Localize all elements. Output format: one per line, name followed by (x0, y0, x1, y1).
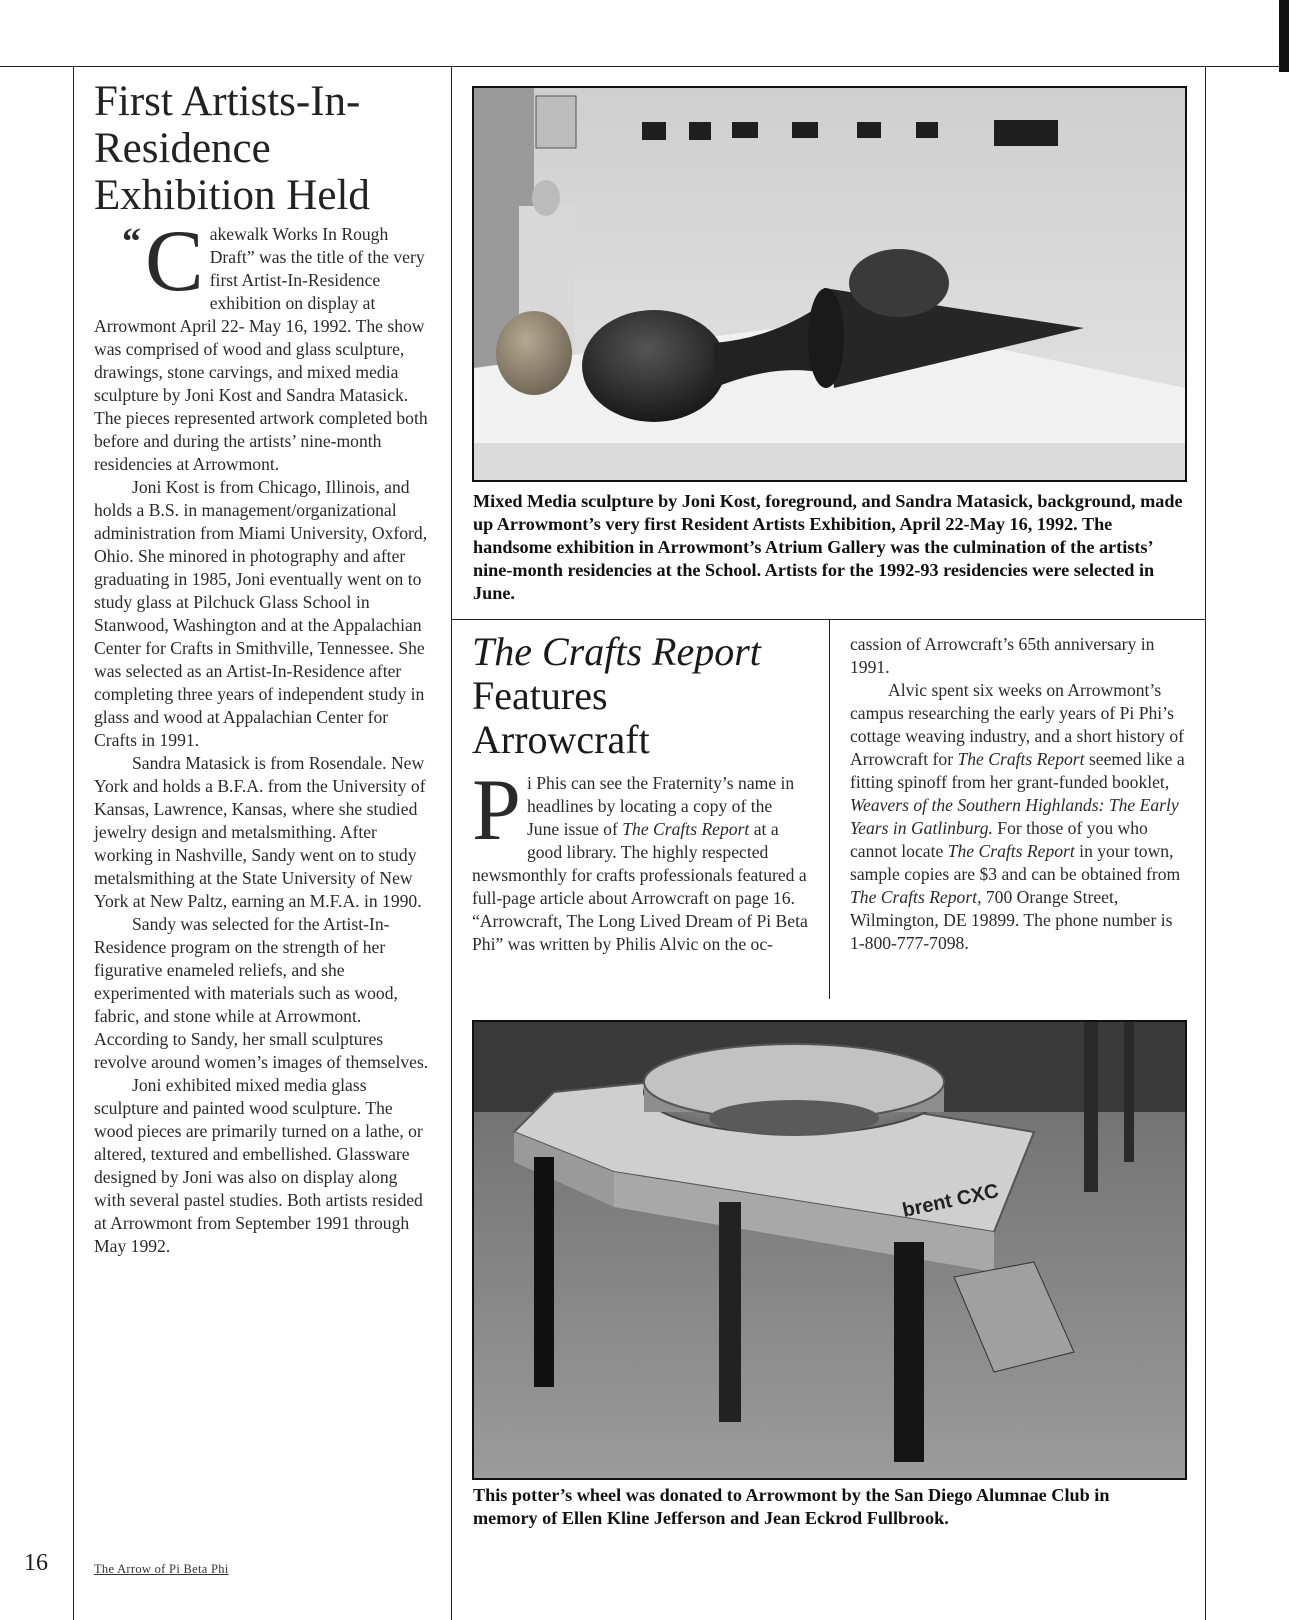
drop-cap-letter: C (145, 213, 204, 310)
paragraph-1 (94, 213, 430, 476)
crafts-text-c: Alvic spent six weeks on Arrowmont’s campus researching the early years of Pi Phi’s cottage weaving industry, and a short history of Arrowcraft for (850, 680, 1185, 769)
crafts-report-title: The Crafts Report (472, 629, 761, 674)
page-number: 16 (24, 1550, 48, 1576)
crafts-text-g: 700 Orange Street, Wilmington, DE 19899. The phone number is 1-800-777-7098. (850, 887, 1173, 953)
crafts-report-column-1 (472, 762, 808, 956)
crafts-report-top-rule (451, 619, 1205, 620)
crafts-text-d: seemed like a fitting spinoff from her grant-funded booklet, (850, 749, 1185, 792)
crafts-drop-cap: P (472, 762, 521, 859)
right-margin-rule (1205, 66, 1206, 1620)
crafts-report-name-1: The Crafts Report (622, 819, 750, 839)
crafts-report-name-2: The Crafts Report (957, 749, 1085, 769)
potters-wheel-image (474, 1022, 1185, 1478)
paragraph-2: Joni Kost is from Chicago, Illinois, and holds a B.S. in management/organizational administration from Miami University, Oxford, Ohio. She minored in photography and after graduating in 1985, Joni eventually went on to study glass at Pilchuck Glass School in Stanwood, Washington and at the Appalachian Center for Crafts in Smithville, Tennessee. She was selected as an Artist-In-Residence after completing three years of independent study in glass and wood at Appalachian Center for Crafts in 1991. (94, 477, 428, 750)
artists-in-residence-article (94, 78, 430, 1258)
headline-line-3: Exhibition Held (94, 172, 370, 219)
article-headline (94, 78, 430, 219)
publication-name: The Arrow of Pi Beta Phi (94, 1562, 229, 1576)
crafts-text-b: at a good library. The highly respected newsmonthly for crafts professionals featured a full-page article about Arrowcraft on page 16. “Arrowcraft, The Long Lived Dream of Pi Beta Phi” was written by Philis Alvic on the oc- (472, 819, 808, 954)
crafts-paragraph-2: cassion of Arrowcraft’s 65th anniversary in 1991. (850, 634, 1155, 677)
paragraph-5: Joni exhibited mixed media glass sculpture and painted wood sculpture. The wood pieces are primarily turned on a lathe, or altered, textured and embellished. Glassware designed by Joni was also on display along with several pastel studies. Both artists resided at Arrowmont from September 1991 through May 1992. (94, 1075, 423, 1256)
headline-line-2: Residence (94, 125, 271, 172)
booklet-title: Weavers of the Southern Highlands: The Early Years in Gatlinburg. (850, 795, 1179, 838)
paragraph-1-text: akewalk Works In Rough Draft” was the title of the very first Artist-In-Residence exhibition on display at Arrowmont April 22- May 16, 1992. The show was comprised of wood and glass sculpture, drawings, stone carvings, and mixed media sculpture by Joni Kost and Sandra Matasick. The pieces represented artwork completed both before and during the artists’ nine-month residencies at Arrowmont. (94, 224, 428, 474)
page-edge-bar (1279, 0, 1289, 72)
crafts-title-line-2: Features (472, 673, 608, 718)
headline-line-1: First Artists-In- (94, 78, 361, 125)
crafts-report-name-4: The Crafts Report, (850, 887, 982, 907)
open-quote-mark: “ (122, 221, 141, 263)
crafts-text-a: i Phis can see the Fraternity’s name in headlines by locating a copy of the June issue of (526, 773, 795, 839)
paragraph-3: Sandra Matasick is from Rosendale. New York and holds a B.F.A. from the University of Kansas, Lawrence, Kansas, where she studied jewelry design and metalsmithing. After working in Nashville, Sandy went on to study metalsmithing at the State University of New York at New Paltz, earning an M.F.A. in 1990. (94, 753, 426, 911)
crafts-paragraph-3 (850, 679, 1186, 955)
top-rule (0, 66, 1289, 67)
crafts-text-f: in your town, sample copies are $3 and can be obtained from (850, 841, 1181, 884)
paragraph-4: Sandy was selected for the Artist-In-Residence program on the strength of her figurative enameled reliefs, and she experimented with materials such as wood, fabric, and stone while at Arrowmont. According to Sandy, her small sculptures revolve around women’s images of themselves. (94, 914, 429, 1072)
crafts-report-column-2 (850, 633, 1186, 955)
crafts-paragraph-1 (472, 762, 808, 956)
sculpture-exhibition-photo (472, 86, 1187, 482)
left-margin-rule (73, 66, 74, 1620)
crafts-report-headline (472, 630, 812, 762)
article-body (94, 213, 430, 1258)
potters-wheel-caption: This potter’s wheel was donated to Arrowmont by the San Diego Alumnae Club in memory of Ellen Kline Jefferson and Jean Eckrod Fullbrook. (473, 1485, 1110, 1528)
sculpture-photo-image (474, 88, 1185, 480)
wheel-brand-label: brent CXC (900, 1180, 1001, 1222)
center-column-rule (451, 66, 452, 1620)
crafts-title-line-3: Arrowcraft (472, 717, 650, 762)
crafts-text-e: For those of you who cannot locate (850, 818, 1148, 861)
potters-wheel-photo (472, 1020, 1187, 1480)
sculpture-photo-caption: Mixed Media sculpture by Joni Kost, foreground, and Sandra Matasick, background, made up Arrowmont’s very first Resident Artists Exhibition, April 22-May 16, 1992. The handsome exhibition in Arrowmont’s Atrium Gallery was the culmination of the artists’ nine-month residencies at the School. Artists for the 1992-93 residencies were selected in June. (473, 491, 1183, 603)
crafts-report-name-3: The Crafts Report (947, 841, 1075, 861)
crafts-report-column-rule (829, 619, 830, 999)
